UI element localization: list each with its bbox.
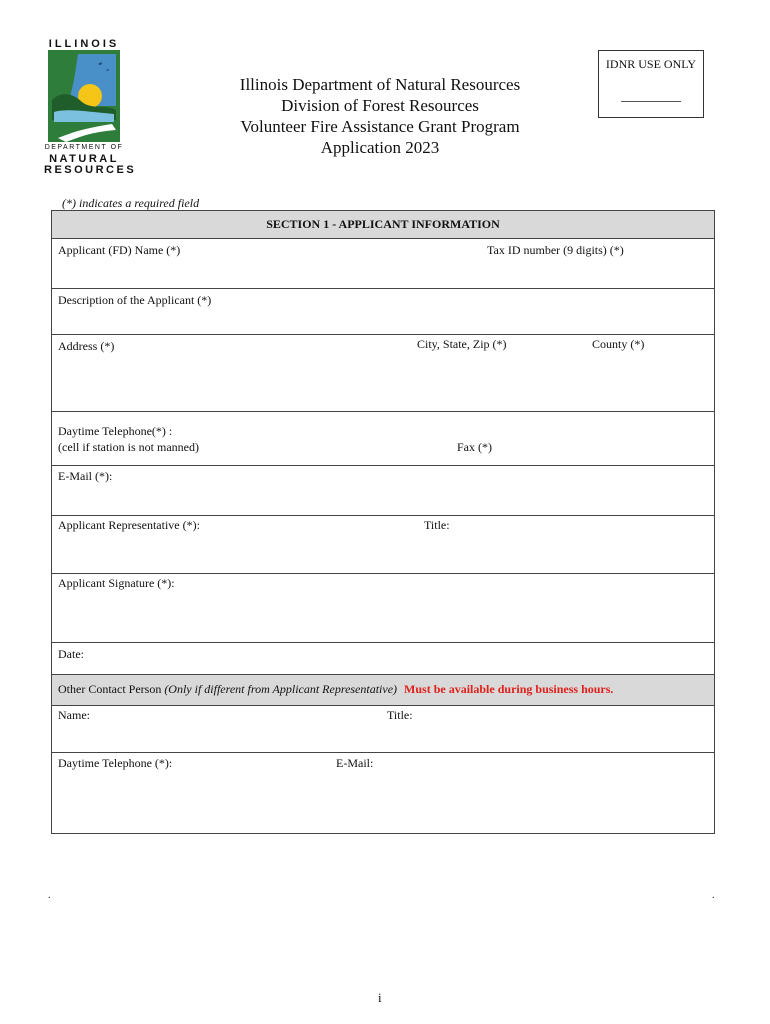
- idnr-use-only-box: [598, 50, 704, 118]
- document-title: [200, 74, 560, 158]
- other-contact-title-label: Title:: [387, 708, 413, 722]
- representative-label: Applicant Representative (*):: [58, 518, 200, 532]
- logo-natural-resources-text: [44, 153, 137, 176]
- city-state-zip-label: City, State, Zip (*): [417, 337, 507, 351]
- representative-row[interactable]: [52, 515, 714, 573]
- applicant-name-label: Applicant (FD) Name (*): [58, 243, 181, 257]
- date-label: Date:: [58, 647, 84, 661]
- representative-title-label: Title:: [424, 518, 450, 532]
- other-contact-heading: [58, 682, 613, 697]
- other-contact-label: Other Contact Person: [58, 682, 162, 696]
- description-row[interactable]: [52, 288, 714, 334]
- idnr-use-only-field[interactable]: [621, 101, 681, 102]
- logo-landscape-icon: [48, 50, 120, 142]
- section1-header: [52, 211, 714, 238]
- title-line-4: Application 2023: [320, 138, 440, 157]
- other-contact-telephone-label: Daytime Telephone (*):: [58, 756, 173, 770]
- logo-department-text: DEPARTMENT OF: [44, 144, 124, 151]
- logo-illinois-text: ILLINOIS: [48, 38, 120, 50]
- county-label: County (*): [592, 337, 645, 351]
- logo-resources-text: RESOURCES: [44, 164, 137, 176]
- title-line-1: Illinois Department of Natural Resources: [239, 75, 521, 94]
- section1-title: SECTION 1 - APPLICANT INFORMATION: [266, 217, 500, 231]
- daytime-telephone-label: Daytime Telephone(*) :: [58, 424, 173, 438]
- other-contact-email-label: E-Mail:: [336, 756, 374, 770]
- telephone-row[interactable]: [52, 411, 714, 465]
- idnr-logo: [44, 38, 137, 180]
- signature-row[interactable]: [52, 573, 714, 642]
- title-line-3: Volunteer Fire Assistance Grant Program: [240, 117, 520, 136]
- address-label: Address (*): [58, 339, 115, 353]
- other-contact-name-label: Name:: [58, 708, 90, 722]
- date-row[interactable]: [52, 642, 714, 675]
- footer-right-dot: .: [712, 890, 715, 901]
- footer-left-dot: .: [48, 890, 51, 901]
- logo-natural-text: NATURAL: [49, 153, 119, 165]
- title-line-2: Division of Forest Resources: [281, 96, 479, 115]
- email-row[interactable]: [52, 465, 714, 515]
- tax-id-label: Tax ID number (9 digits) (*): [487, 243, 624, 257]
- email-label: E-Mail (*):: [58, 469, 113, 483]
- page-number: i: [378, 990, 382, 1005]
- other-contact-name-row[interactable]: [52, 705, 714, 752]
- required-field-note: (*) indicates a required field: [62, 196, 200, 210]
- business-hours-warning: Must be available during business hours.: [404, 682, 614, 696]
- other-contact-header: [52, 674, 714, 706]
- description-label: Description of the Applicant (*): [58, 293, 212, 307]
- address-row[interactable]: [52, 334, 714, 412]
- other-contact-phone-row[interactable]: [52, 752, 714, 834]
- cell-note-label: (cell if station is not manned): [58, 440, 199, 454]
- signature-label: Applicant Signature (*):: [58, 576, 175, 590]
- applicant-information-form: [51, 210, 715, 834]
- applicant-name-row[interactable]: [52, 238, 714, 288]
- fax-label: Fax (*): [457, 440, 492, 454]
- other-contact-note: (Only if different from Applicant Representative): [164, 682, 398, 696]
- idnr-use-only-label: IDNR USE ONLY: [605, 57, 697, 71]
